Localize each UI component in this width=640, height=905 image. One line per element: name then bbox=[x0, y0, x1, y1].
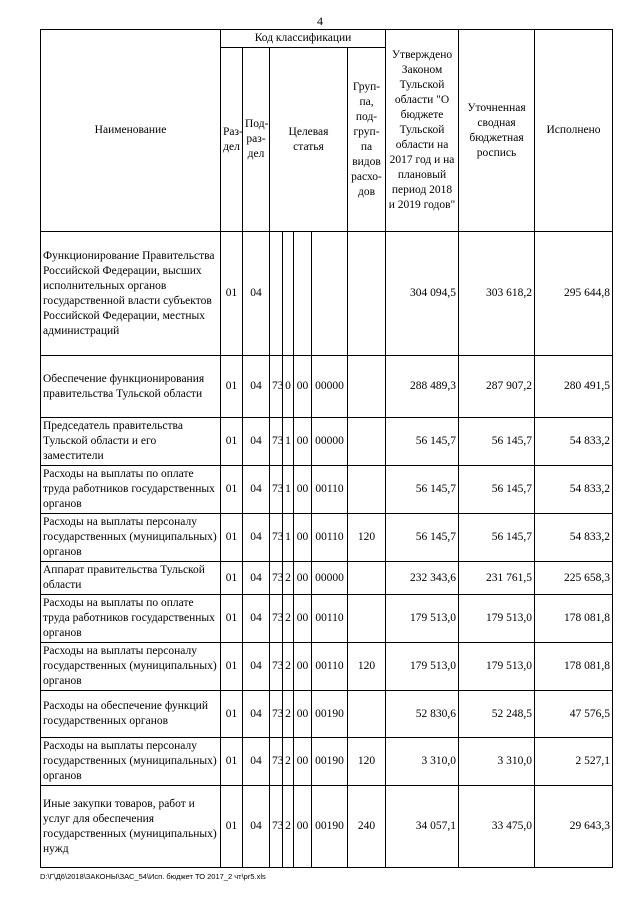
row-razdel: 01 bbox=[221, 356, 243, 418]
row-approved: 304 094,5 bbox=[386, 232, 459, 356]
row-refined: 52 248,5 bbox=[459, 691, 535, 738]
table-row bbox=[41, 595, 613, 643]
table-row bbox=[41, 562, 613, 595]
row-podrazdel: 04 bbox=[243, 643, 270, 691]
row-approved: 56 145,7 bbox=[386, 514, 459, 562]
row-refined: 3 310,0 bbox=[459, 738, 535, 786]
row-refined: 231 761,5 bbox=[459, 562, 535, 595]
row-target-4: 00110 bbox=[312, 466, 348, 514]
row-refined: 179 513,0 bbox=[459, 643, 535, 691]
row-refined: 56 145,7 bbox=[459, 514, 535, 562]
row-approved: 34 057,1 bbox=[386, 786, 459, 868]
header-subsection: Под-раз-дел bbox=[243, 48, 270, 232]
row-razdel: 01 bbox=[221, 786, 243, 868]
row-approved: 179 513,0 bbox=[386, 595, 459, 643]
row-approved: 56 145,7 bbox=[386, 466, 459, 514]
row-name: Иные закупки товаров, работ и услуг для обеспечения государственных (муниципальных) нужд bbox=[41, 786, 221, 868]
row-target-3: 00 bbox=[294, 514, 312, 562]
row-approved: 3 310,0 bbox=[386, 738, 459, 786]
row-podrazdel: 04 bbox=[243, 595, 270, 643]
row-razdel: 01 bbox=[221, 232, 243, 356]
row-name: Расходы на выплаты персоналу государственных (муниципальных) органов bbox=[41, 514, 221, 562]
row-name: Председатель правительства Тульской области и его заместители bbox=[41, 418, 221, 466]
row-target-3 bbox=[294, 232, 312, 356]
row-exptype bbox=[348, 595, 386, 643]
table-row bbox=[41, 738, 613, 786]
row-approved: 232 343,6 bbox=[386, 562, 459, 595]
row-target-4: 00110 bbox=[312, 643, 348, 691]
row-podrazdel: 04 bbox=[243, 232, 270, 356]
row-razdel: 01 bbox=[221, 562, 243, 595]
page-number: 4 bbox=[317, 14, 323, 28]
row-exptype: 120 bbox=[348, 514, 386, 562]
row-target-4: 00190 bbox=[312, 786, 348, 868]
row-podrazdel: 04 bbox=[243, 466, 270, 514]
table-row bbox=[41, 356, 613, 418]
row-target-1: 73 bbox=[270, 643, 283, 691]
row-target-4: 00000 bbox=[312, 562, 348, 595]
row-target-3: 00 bbox=[294, 562, 312, 595]
row-razdel: 01 bbox=[221, 595, 243, 643]
row-exptype: 240 bbox=[348, 786, 386, 868]
row-executed: 178 081,8 bbox=[535, 595, 613, 643]
row-target-1: 73 bbox=[270, 562, 283, 595]
row-target-4: 00000 bbox=[312, 418, 348, 466]
row-razdel: 01 bbox=[221, 643, 243, 691]
row-target-1: 73 bbox=[270, 466, 283, 514]
row-target-2: 0 bbox=[283, 356, 294, 418]
row-podrazdel: 04 bbox=[243, 514, 270, 562]
row-refined: 56 145,7 bbox=[459, 418, 535, 466]
row-exptype bbox=[348, 418, 386, 466]
row-exptype bbox=[348, 691, 386, 738]
table-row bbox=[41, 466, 613, 514]
row-executed: 47 576,5 bbox=[535, 691, 613, 738]
row-target-4: 00190 bbox=[312, 691, 348, 738]
row-target-2: 1 bbox=[283, 466, 294, 514]
row-executed: 295 644,8 bbox=[535, 232, 613, 356]
row-target-4: 00110 bbox=[312, 514, 348, 562]
row-target-2: 1 bbox=[283, 418, 294, 466]
row-exptype bbox=[348, 562, 386, 595]
row-refined: 287 907,2 bbox=[459, 356, 535, 418]
header-section: Раз-дел bbox=[221, 48, 243, 232]
file-path-footer: D:\Г\Д6\2018\ЗАКОНЫ\ЗАС_54\Исп. бюджет ТО 2017_2 чт\pr5.xls bbox=[40, 872, 266, 881]
row-podrazdel: 04 bbox=[243, 691, 270, 738]
row-name: Расходы на выплаты персоналу государственных (муниципальных) органов bbox=[41, 643, 221, 691]
row-target-1: 73 bbox=[270, 514, 283, 562]
row-podrazdel: 04 bbox=[243, 356, 270, 418]
row-target-3: 00 bbox=[294, 595, 312, 643]
row-name: Расходы на выплаты персоналу государственных (муниципальных) органов bbox=[41, 738, 221, 786]
row-target-2: 2 bbox=[283, 562, 294, 595]
row-target-1: 73 bbox=[270, 356, 283, 418]
row-razdel: 01 bbox=[221, 466, 243, 514]
row-name: Обеспечение функционирования правительства Тульской области bbox=[41, 356, 221, 418]
row-target-2: 1 bbox=[283, 514, 294, 562]
header-code: Код классификации bbox=[221, 30, 386, 48]
row-target-4 bbox=[312, 232, 348, 356]
row-approved: 179 513,0 bbox=[386, 643, 459, 691]
row-executed: 225 658,3 bbox=[535, 562, 613, 595]
row-target-3: 00 bbox=[294, 356, 312, 418]
table-row bbox=[41, 232, 613, 356]
row-executed: 54 833,2 bbox=[535, 466, 613, 514]
row-exptype bbox=[348, 232, 386, 356]
row-target-3: 00 bbox=[294, 738, 312, 786]
row-target-3: 00 bbox=[294, 691, 312, 738]
row-executed: 280 491,5 bbox=[535, 356, 613, 418]
row-target-2: 2 bbox=[283, 595, 294, 643]
row-podrazdel: 04 bbox=[243, 418, 270, 466]
row-name: Функционирование Правительства Российской Федерации, высших исполнительных органов государственной власти субъектов Российской Федерации, местных администраций bbox=[41, 232, 221, 356]
row-target-2: 2 bbox=[283, 691, 294, 738]
header-target: Целевая статья bbox=[270, 48, 348, 232]
row-refined: 56 145,7 bbox=[459, 466, 535, 514]
header-name: Наименование bbox=[41, 30, 221, 232]
row-target-3: 00 bbox=[294, 466, 312, 514]
row-target-2: 2 bbox=[283, 786, 294, 868]
row-executed: 2 527,1 bbox=[535, 738, 613, 786]
row-executed: 29 643,3 bbox=[535, 786, 613, 868]
row-name: Расходы на выплаты по оплате труда работников государственных органов bbox=[41, 466, 221, 514]
row-target-1: 73 bbox=[270, 595, 283, 643]
row-refined: 179 513,0 bbox=[459, 595, 535, 643]
row-target-2: 2 bbox=[283, 738, 294, 786]
header-refined: Уточненная сводная бюджетная роспись bbox=[459, 30, 535, 232]
table-row bbox=[41, 418, 613, 466]
row-target-1: 73 bbox=[270, 691, 283, 738]
row-target-2: 2 bbox=[283, 643, 294, 691]
row-target-3: 00 bbox=[294, 786, 312, 868]
table-row bbox=[41, 786, 613, 868]
row-exptype: 120 bbox=[348, 738, 386, 786]
table-row bbox=[41, 691, 613, 738]
row-executed: 54 833,2 bbox=[535, 514, 613, 562]
row-target-4: 00000 bbox=[312, 356, 348, 418]
row-target-4: 00110 bbox=[312, 595, 348, 643]
row-refined: 33 475,0 bbox=[459, 786, 535, 868]
row-target-1: 73 bbox=[270, 786, 283, 868]
budget-table bbox=[40, 29, 613, 868]
row-target-3: 00 bbox=[294, 418, 312, 466]
row-target-1 bbox=[270, 232, 283, 356]
table-row bbox=[41, 643, 613, 691]
row-podrazdel: 04 bbox=[243, 562, 270, 595]
row-approved: 52 830,6 bbox=[386, 691, 459, 738]
row-name: Расходы на выплаты по оплате труда работников государственных органов bbox=[41, 595, 221, 643]
row-name: Аппарат правительства Тульской области bbox=[41, 562, 221, 595]
row-executed: 54 833,2 bbox=[535, 418, 613, 466]
row-razdel: 01 bbox=[221, 691, 243, 738]
row-razdel: 01 bbox=[221, 418, 243, 466]
row-name: Расходы на обеспечение функций государственных органов bbox=[41, 691, 221, 738]
row-exptype bbox=[348, 356, 386, 418]
row-target-1: 73 bbox=[270, 418, 283, 466]
row-refined: 303 618,2 bbox=[459, 232, 535, 356]
header-exptype: Груп-па, под-груп-па видов расхо-дов bbox=[348, 48, 386, 232]
header-executed: Исполнено bbox=[535, 30, 613, 232]
header-approved: Утверждено Законом Тульской области "О бюджете Тульской области на 2017 год и на плановый период 2018 и 2019 годов" bbox=[386, 30, 459, 232]
table-row bbox=[41, 514, 613, 562]
row-podrazdel: 04 bbox=[243, 786, 270, 868]
row-exptype: 120 bbox=[348, 643, 386, 691]
row-target-2 bbox=[283, 232, 294, 356]
row-razdel: 01 bbox=[221, 738, 243, 786]
row-executed: 178 081,8 bbox=[535, 643, 613, 691]
row-target-1: 73 bbox=[270, 738, 283, 786]
row-target-3: 00 bbox=[294, 643, 312, 691]
row-razdel: 01 bbox=[221, 514, 243, 562]
row-approved: 56 145,7 bbox=[386, 418, 459, 466]
row-target-4: 00190 bbox=[312, 738, 348, 786]
row-approved: 288 489,3 bbox=[386, 356, 459, 418]
row-exptype bbox=[348, 466, 386, 514]
row-podrazdel: 04 bbox=[243, 738, 270, 786]
